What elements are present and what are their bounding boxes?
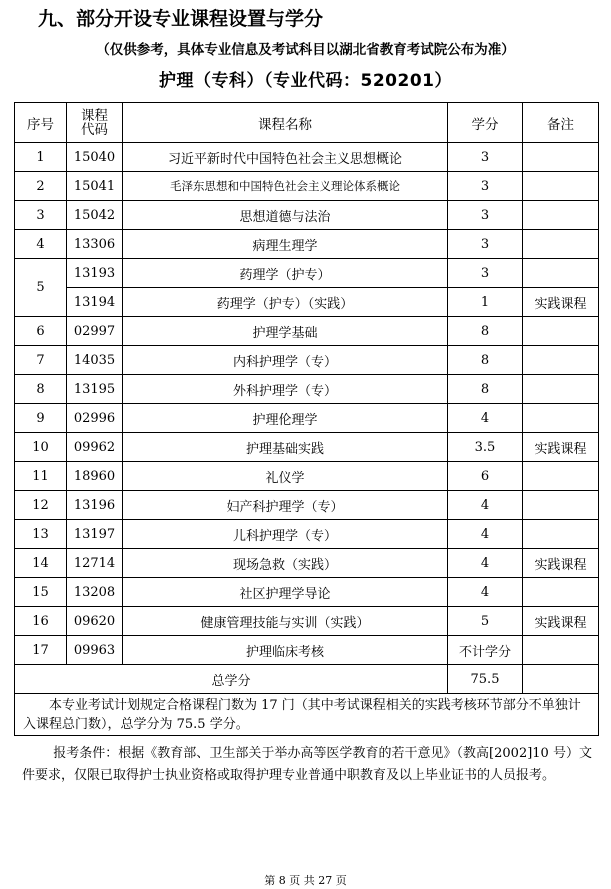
- cell-code: 13196: [67, 491, 123, 520]
- cell-credit: 4: [448, 404, 523, 433]
- cell-remark: [523, 375, 599, 404]
- table-row: [15, 375, 599, 404]
- cell-credit: 3: [448, 259, 523, 288]
- cell-name: 社区护理学导论: [123, 578, 448, 607]
- cell-credit: 5: [448, 607, 523, 636]
- table-row: [15, 607, 599, 636]
- enrollment-requirements: 报考条件：根据《教育部、卫生部关于举办高等医学教育的若干意见》（教高[2002]10 号）文件要求，仅限已取得护士执业资格或取得护理专业普通中职教育及以上毕业证书的人员报考。: [22, 746, 592, 783]
- table-row: [15, 172, 599, 201]
- total-row: [15, 665, 599, 694]
- cell-remark: [523, 317, 599, 346]
- cell-code: 14035: [67, 346, 123, 375]
- cell-code: 13306: [67, 230, 123, 259]
- cell-no: 11: [15, 462, 67, 491]
- cell-name: 健康管理技能与实训（实践）: [123, 607, 448, 636]
- cell-remark: 实践课程: [523, 549, 599, 578]
- table-row: [15, 259, 599, 288]
- cell-remark: [523, 462, 599, 491]
- cell-credit: 4: [448, 491, 523, 520]
- summary-row: [15, 694, 599, 736]
- cell-code: 09962: [67, 433, 123, 462]
- cell-no: 14: [15, 549, 67, 578]
- cell-remark: [523, 172, 599, 201]
- cell-credit: 4: [448, 520, 523, 549]
- cell-credit: 3.5: [448, 433, 523, 462]
- cell-no: 5: [15, 259, 67, 317]
- table-row: [15, 404, 599, 433]
- cell-code: 18960: [67, 462, 123, 491]
- cell-name: 礼仪学: [123, 462, 448, 491]
- cell-code: 13194: [67, 288, 123, 317]
- cell-credit: 3: [448, 143, 523, 172]
- table-row: [15, 578, 599, 607]
- table-row: [15, 346, 599, 375]
- cell-no: 1: [15, 143, 67, 172]
- table-row: [15, 230, 599, 259]
- cell-remark: [523, 520, 599, 549]
- header-no: 序号: [15, 103, 67, 143]
- cell-name: 护理基础实践: [123, 433, 448, 462]
- table-row: [15, 288, 599, 317]
- cell-credit: 3: [448, 230, 523, 259]
- cell-remark: [523, 491, 599, 520]
- cell-code: 02996: [67, 404, 123, 433]
- cell-credit: 4: [448, 578, 523, 607]
- cell-no: 17: [15, 636, 67, 665]
- cell-remark: 实践课程: [523, 433, 599, 462]
- cell-name: 外科护理学（专）: [123, 375, 448, 404]
- cell-credit: 6: [448, 462, 523, 491]
- cell-name: 思想道德与法治: [123, 201, 448, 230]
- cell-code: 13193: [67, 259, 123, 288]
- table-row: [15, 143, 599, 172]
- summary-text: 本专业考试计划规定合格课程门数为 17 门（其中考试课程相关的实践考核环节部分不单独计入课程总门数），总学分为 75.5 学分。: [15, 694, 599, 736]
- cell-credit: 不计学分: [448, 636, 523, 665]
- cell-remark: [523, 578, 599, 607]
- cell-no: 4: [15, 230, 67, 259]
- cell-code: 09963: [67, 636, 123, 665]
- table-row: [15, 636, 599, 665]
- cell-name: 毛泽东思想和中国特色社会主义理论体系概论: [123, 172, 448, 201]
- cell-name: 药理学（护专）（实践）: [123, 288, 448, 317]
- total-remark: [523, 665, 599, 694]
- header-code-line1: 课程: [81, 107, 108, 124]
- cell-name: 现场急救（实践）: [123, 549, 448, 578]
- cell-code: 15041: [67, 172, 123, 201]
- cell-remark: [523, 404, 599, 433]
- cell-remark: [523, 230, 599, 259]
- reference-note: （仅供参考，具体专业信息及考试科目以湖北省教育考试院公布为准）: [96, 42, 515, 58]
- cell-no: 16: [15, 607, 67, 636]
- cell-code: 13195: [67, 375, 123, 404]
- section-title: 九、部分开设专业课程设置与学分: [38, 8, 324, 30]
- cell-code: 15040: [67, 143, 123, 172]
- table-header-row: [15, 103, 599, 143]
- cell-no: 10: [15, 433, 67, 462]
- table-row: [15, 549, 599, 578]
- table-row: [15, 317, 599, 346]
- cell-name: 妇产科护理学（专）: [123, 491, 448, 520]
- cell-credit: 1: [448, 288, 523, 317]
- cell-credit: 3: [448, 172, 523, 201]
- course-table: [14, 102, 599, 736]
- total-label: 总学分: [15, 665, 448, 694]
- cell-no: 8: [15, 375, 67, 404]
- cell-no: 9: [15, 404, 67, 433]
- cell-remark: [523, 143, 599, 172]
- cell-name: 习近平新时代中国特色社会主义思想概论: [123, 143, 448, 172]
- cell-credit: 4: [448, 549, 523, 578]
- cell-name: 护理临床考核: [123, 636, 448, 665]
- page-number: 第 8 页 共 27 页: [264, 874, 347, 887]
- cell-no: 12: [15, 491, 67, 520]
- cell-no: 2: [15, 172, 67, 201]
- cell-code: 13197: [67, 520, 123, 549]
- cell-name: 护理伦理学: [123, 404, 448, 433]
- cell-credit: 8: [448, 375, 523, 404]
- cell-no: 6: [15, 317, 67, 346]
- header-credit: 学分: [448, 103, 523, 143]
- cell-remark: 实践课程: [523, 607, 599, 636]
- cell-name: 药理学（护专）: [123, 259, 448, 288]
- cell-name: 儿科护理学（专）: [123, 520, 448, 549]
- cell-remark: [523, 636, 599, 665]
- cell-no: 13: [15, 520, 67, 549]
- cell-code: 12714: [67, 549, 123, 578]
- cell-remark: [523, 346, 599, 375]
- cell-name: 病理生理学: [123, 230, 448, 259]
- cell-remark: 实践课程: [523, 288, 599, 317]
- header-code: [67, 103, 123, 143]
- cell-credit: 8: [448, 317, 523, 346]
- cell-credit: 8: [448, 346, 523, 375]
- cell-name: 护理学基础: [123, 317, 448, 346]
- cell-code: 02997: [67, 317, 123, 346]
- cell-remark: [523, 259, 599, 288]
- table-row: [15, 433, 599, 462]
- table-row: [15, 201, 599, 230]
- table-row: [15, 520, 599, 549]
- header-remark: 备注: [523, 103, 599, 143]
- major-heading: 护理（专科）（专业代码：520201）: [159, 71, 452, 91]
- cell-name: 内科护理学（专）: [123, 346, 448, 375]
- cell-remark: [523, 201, 599, 230]
- cell-no: 7: [15, 346, 67, 375]
- cell-no: 15: [15, 578, 67, 607]
- cell-code: 15042: [67, 201, 123, 230]
- cell-no: 3: [15, 201, 67, 230]
- header-code-line2: 代码: [81, 121, 108, 138]
- header-name: 课程名称: [123, 103, 448, 143]
- table-row: [15, 491, 599, 520]
- total-value: 75.5: [448, 665, 523, 694]
- table-row: [15, 462, 599, 491]
- cell-code: 09620: [67, 607, 123, 636]
- cell-credit: 3: [448, 201, 523, 230]
- cell-code: 13208: [67, 578, 123, 607]
